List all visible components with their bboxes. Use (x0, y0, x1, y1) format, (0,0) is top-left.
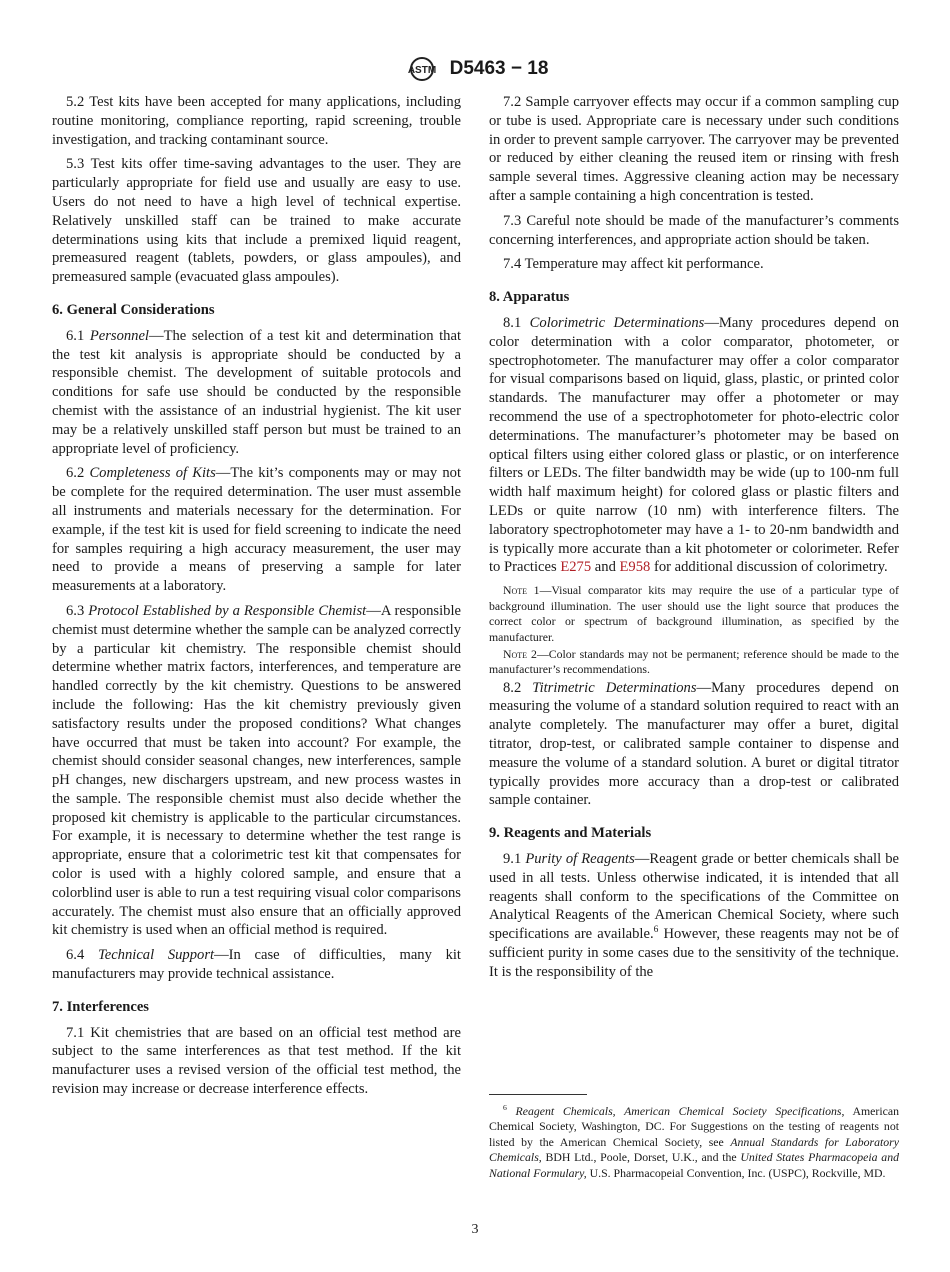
paragraph (489, 255, 899, 274)
text-run: 7.2 Sample carryover effects may occur if a common sampling cup or tube is used. Appropriate care is necessary under such conditions in order to prevent sample carryover. The carryover may be prevented or reduced by either cleaning the reused item or rinsing with fresh sample several times. Aggressive cleaning action may be necessary after a sample containing a high concentration is tested. (489, 94, 899, 204)
text-run: BDH Ltd., Poole, Dorset, U.K., and the (541, 1150, 741, 1165)
paragraph (52, 464, 461, 596)
italic-term: United States Pharmacopeia and National Formulary, (489, 1150, 899, 1180)
text-run: —Reagent grade or better chemicals shall be used in all tests. Unless otherwise indicated, it is intended that all reagents shall conform to the specifications of the Committee on Analytical Reagents of the American Chemical Society, where such specifications are available. (489, 851, 900, 943)
italic-term: Reagent Chemicals, American Chemical Society Specifications (515, 1104, 842, 1118)
text-run: —Visual comparator kits may require the use of a particular type of background illumination. The user should use the light source that produces the correct color or spectrum of background illumination, as specified by the manufacturer. (489, 583, 899, 644)
text-run: 5.2 Test kits have been accepted for many applications, including routine monitoring, compliance reporting, rapid screening, trouble investigation, and tracking contaminant source. (52, 94, 461, 148)
section-heading (489, 288, 899, 307)
paragraph (489, 93, 899, 206)
text-run: 7.3 Careful note should be made of the manufacturer’s comments concerning interferences, and appropriate action should be taken. (489, 212, 899, 248)
paragraph (52, 602, 461, 940)
paragraph (489, 212, 899, 250)
standard-link[interactable]: E275 (560, 559, 592, 576)
section-heading (52, 998, 461, 1017)
svg-text:ASTM: ASTM (407, 65, 436, 76)
text-run: —The kit’s components may or may not be complete for the required determination. The user must assemble all instruments and materials necessary for the determination. For example, if the test kit is used for field screening to indicate the need for samples requiring a high accuracy measurement, the user may need to provide a means of preserving a sample for later measurements at a laboratory. (52, 465, 461, 595)
standard-link[interactable]: E958 (619, 559, 651, 576)
footnote-ref: 6 (653, 925, 659, 936)
text-run: 6.2 (66, 465, 90, 482)
text-run: However, these reagents may not be of sufficient purity in some cases due to the sensitivity of the technique. It is the responsibility of the (489, 926, 899, 980)
page-number: 3 (471, 1222, 479, 1237)
text-run: 9. Reagents and Materials (489, 825, 652, 842)
italic-term: Colorimetric Determinations (529, 314, 705, 331)
text-run: 6.3 (66, 602, 89, 619)
text-run: 6. General Considerations (52, 301, 215, 318)
italic-term: Annual Standards for Laboratory Chemicals, (489, 1134, 899, 1165)
paragraph (489, 679, 899, 811)
text-run: 8.1 (503, 314, 530, 331)
italic-term: Technical Support (97, 947, 215, 964)
paragraph (52, 327, 461, 459)
footnote-divider (489, 1094, 587, 1095)
paragraph (52, 155, 461, 287)
text-run: 6.1 (66, 327, 90, 344)
italic-term: Protocol Established by a Responsible Chemist (88, 602, 367, 619)
page-header (0, 56, 950, 82)
paragraph (52, 946, 461, 984)
text-run: —Many procedures depend on color determination with a color comparator, photometer, or spectrophotometer. The manufacturer may offer a color comparator for visual comparisons based on liquid, glass, plastic, or printed color standards. The manufacturer may offer a photometer or may recommend the use of a spectrophotometer for photo-electric color determinations. The manufacturer’s photometer may be based on optical filters using either colored glass or plastic, or on interference filters or LEDs. The filter bandwidth may be wide (up to 100-nm full width half maximum height) for colored glass or plastic filters and LEDs or quite narrow (10 nm) with interference filters. The laboratory spectrophotometer may have a 1- to 20-nm bandwidth and is typically more accurate than a kit photometer or colorimeter. Refer to Practices (489, 314, 899, 576)
paragraph (52, 1024, 461, 1099)
astm-logo-icon (402, 56, 442, 82)
section-heading (52, 301, 461, 320)
italic-term: Purity of Reagents (525, 851, 635, 868)
text-run: 8.2 (503, 679, 533, 696)
text-run: and (591, 559, 620, 576)
note-label: Note 2 (503, 646, 537, 661)
text-run: 5.3 Test kits offer time-saving advantages to the user. They are particularly appropriate for field use and usually are easy to use. Users do not need to have a high level of technical expertise. Relatively unskilled staff can be trained to make accurate determinations using kits that include a premixed liquid reagent, premeasured reagent (tablets, powders, or glass ampoules), and premeasured sample (evacuated glass ampoules). (52, 156, 461, 286)
footnote-ref: 6 (503, 1103, 507, 1113)
text-run: —Many procedures depend on measuring the volume of a standard solution required to react with an analyte completely. The manufacturer may offer a buret, digital titrator, drop-test, or calibrated sample container to dispense and measure the volume of a standard solution. A buret or digital titrator typically provides more accuracy than a drop-test or calibrated sample container. (489, 679, 899, 809)
text-run: for additional discussion of colorimetry. (650, 559, 888, 576)
footnote-6 (489, 1104, 899, 1181)
text-run: 9.1 (503, 851, 526, 868)
note-paragraph (489, 647, 899, 678)
italic-term: Personnel (89, 327, 149, 344)
note-label: Note 1 (503, 583, 540, 598)
text-run: 6.4 (66, 947, 98, 964)
text-run: —In case of difficulties, many kit manufacturers may provide technical assistance. (52, 947, 461, 983)
text-run: 8. Apparatus (489, 289, 570, 306)
text-run: 7.4 Temperature may affect kit performance. (503, 256, 764, 273)
italic-term: Titrimetric Determinations (532, 679, 697, 696)
document-designation: D5463 − 18 (449, 58, 549, 79)
text-run: —The selection of a test kit and determination that the test kit analysis is appropriate should be conducted by a responsible chemist. The development of suitable protocols and conditions for safe use should be conducted by the responsible chemist with the assistance of an industrial hygienist. The kit user may be a relatively unskilled staff person but must be trained to an appropriate level of proficiency. (52, 327, 461, 457)
section-heading (489, 824, 899, 843)
paragraph (489, 850, 899, 982)
text-run: U.S. Pharmacopeial Convention, Inc. (USPC), Rockville, MD. (586, 1165, 886, 1180)
text-run: —A responsible chemist must determine whether the sample can be analyzed correctly by a particular kit chemistry. The responsible chemist should determine whether matrix factors, interferences, and temperature are handled correctly by the kit chemistry. Questions to be answered include the following: Has the kit chemistry previously given satisfactory results under the proposed conditions? What changes have occurred that must be taken into account? For example, the chemist should consider seasonal changes, new interferences, sample pH changes, new dischargers upstream, and new process wastes in the sample. The responsible chemist must also decide whether the proposed kit chemistry is applicable to the particular circumstances. For example, it is necessary to determine whether the test range is appropriate, ensure that a colorimetric test kit that compensates for color is used with a highly colored sample, and ensure that a colorblind user is able to run a test requiring visual color comparisons accurately. The chemist must also ensure that an officially approved kit chemistry is used when an official method is required. (52, 602, 461, 939)
text-run (507, 1104, 516, 1118)
note-paragraph (489, 583, 899, 645)
text-run: 7. Interferences (52, 998, 149, 1015)
italic-term: Completeness of Kits (89, 465, 216, 482)
right-column (489, 93, 899, 988)
left-column (52, 93, 461, 1105)
text-run: , American Chemical Society, Washington, DC. For Suggestions on the testing of reagents not listed by the American Chemical Society, see (489, 1104, 899, 1149)
text-run: 7.1 Kit chemistries that are based on an official test method are subject to the same interferences as that test method. If the kit manufacturer uses a revised version of the official test method, the revision may increase or decrease interference effects. (52, 1024, 461, 1098)
text-run: —Color standards may not be permanent; reference should be made to the manufacturer’s recommendations. (489, 646, 899, 677)
paragraph (52, 93, 461, 149)
paragraph (489, 314, 899, 577)
